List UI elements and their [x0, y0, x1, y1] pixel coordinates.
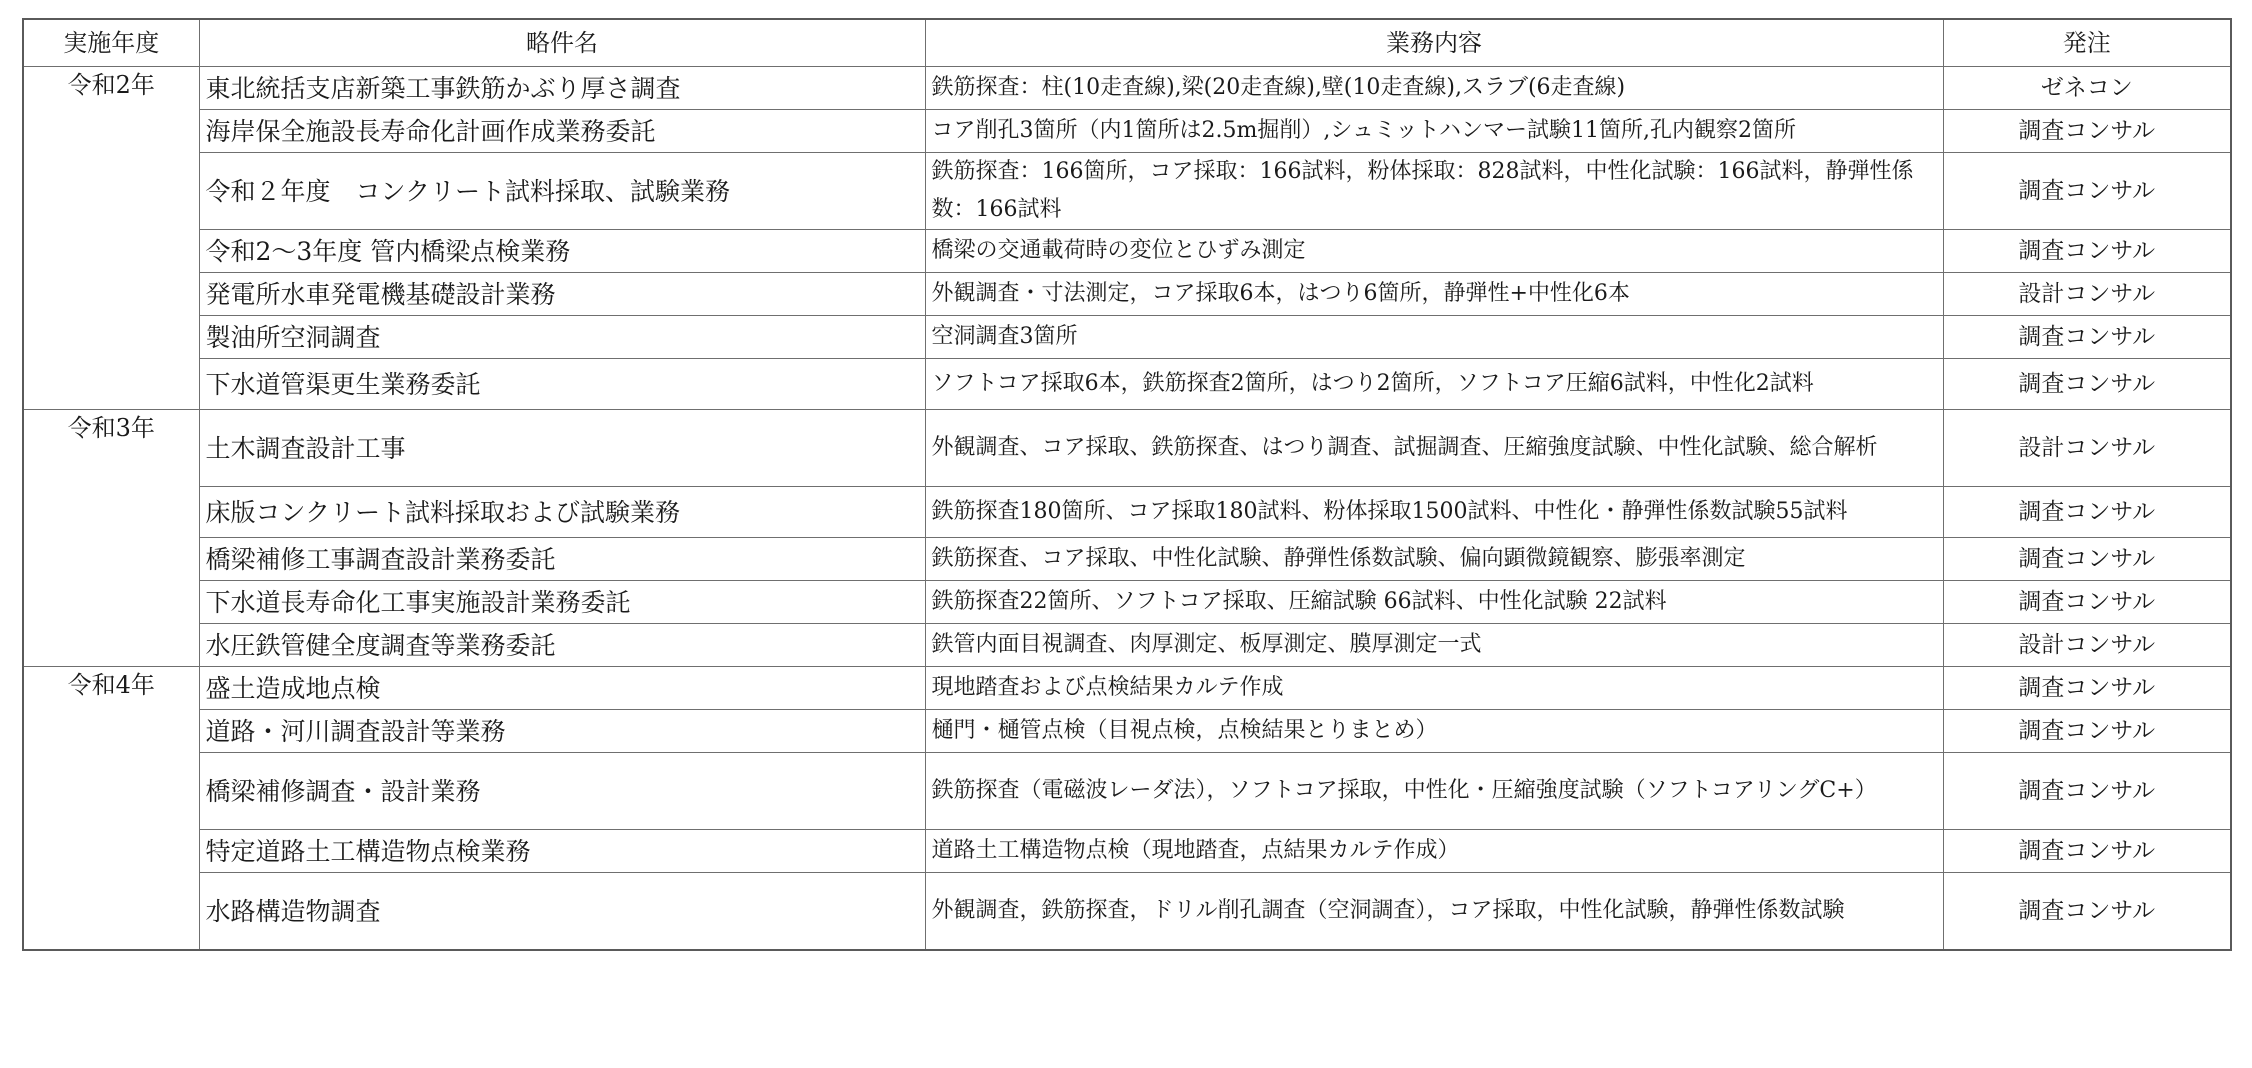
table-row: [23, 581, 2231, 624]
project-name-cell: 道路・河川調査設計等業務: [199, 710, 925, 753]
work-content-cell: 鉄筋探査180箇所、コア採取180試料、粉体採取1500試料、中性化・静弾性係数試験55試料: [925, 487, 1943, 538]
work-content-cell: 鉄筋探査（電磁波レーダ法），ソフトコア採取，中性化・圧縮強度試験（ソフトコアリングC+）: [925, 753, 1943, 830]
project-name-cell: 水路構造物調査: [199, 873, 925, 951]
table-row: [23, 410, 2231, 487]
table-row: [23, 359, 2231, 410]
project-name-cell: 土木調査設計工事: [199, 410, 925, 487]
work-content-cell: 樋門・樋管点検（目視点検，点検結果とりまとめ）: [925, 710, 1943, 753]
project-name-cell: 橋梁補修工事調査設計業務委託: [199, 538, 925, 581]
project-record-sheet: [22, 18, 2230, 951]
client-cell: 調査コンサル: [1943, 538, 2231, 581]
table-row: [23, 153, 2231, 230]
table-row: [23, 487, 2231, 538]
header-name: 略件名: [199, 19, 925, 67]
table-row: [23, 624, 2231, 667]
client-cell: 調査コンサル: [1943, 581, 2231, 624]
client-cell: ゼネコン: [1943, 67, 2231, 110]
client-cell: 調査コンサル: [1943, 710, 2231, 753]
header-work: 業務内容: [925, 19, 1943, 67]
table-row: [23, 710, 2231, 753]
work-content-cell: 鉄管内面目視調査、肉厚測定、板厚測定、膜厚測定一式: [925, 624, 1943, 667]
table-row: [23, 873, 2231, 951]
project-name-cell: 海岸保全施設長寿命化計画作成業務委託: [199, 110, 925, 153]
client-cell: 調査コンサル: [1943, 153, 2231, 230]
client-cell: 調査コンサル: [1943, 753, 2231, 830]
work-content-cell: ソフトコア採取6本，鉄筋探査2箇所，はつり2箇所，ソフトコア圧縮6試料，中性化2試料: [925, 359, 1943, 410]
work-content-cell: 橋梁の交通載荷時の変位とひずみ測定: [925, 230, 1943, 273]
project-table: [22, 18, 2232, 951]
table-row: [23, 667, 2231, 710]
table-row: [23, 230, 2231, 273]
table-header: [23, 19, 2231, 67]
work-content-cell: 道路土工構造物点検（現地踏査，点結果カルテ作成）: [925, 830, 1943, 873]
client-cell: 調査コンサル: [1943, 667, 2231, 710]
project-name-cell: 令和2～3年度 管内橋梁点検業務: [199, 230, 925, 273]
project-name-cell: 下水道長寿命化工事実施設計業務委託: [199, 581, 925, 624]
table-body: [23, 67, 2231, 951]
year-cell: 令和2年: [23, 67, 199, 410]
work-content-cell: 空洞調査3箇所: [925, 316, 1943, 359]
project-name-cell: 盛土造成地点検: [199, 667, 925, 710]
table-row: [23, 67, 2231, 110]
table-row: [23, 753, 2231, 830]
work-content-cell: 鉄筋探査：166箇所，コア採取：166試料，粉体採取：828試料，中性化試験：166試料，静弾性係数：166試料: [925, 153, 1943, 230]
client-cell: 設計コンサル: [1943, 624, 2231, 667]
header-client: 発注: [1943, 19, 2231, 67]
work-content-cell: 外観調査、コア採取、鉄筋探査、はつり調査、試掘調査、圧縮強度試験、中性化試験、総合解析: [925, 410, 1943, 487]
work-content-cell: 鉄筋探査、コア採取、中性化試験、静弾性係数試験、偏向顕微鏡観察、膨張率測定: [925, 538, 1943, 581]
client-cell: 調査コンサル: [1943, 487, 2231, 538]
project-name-cell: 特定道路土工構造物点検業務: [199, 830, 925, 873]
table-row: [23, 316, 2231, 359]
client-cell: 調査コンサル: [1943, 830, 2231, 873]
work-content-cell: 鉄筋探査22箇所、ソフトコア採取、圧縮試験 66試料、中性化試験 22試料: [925, 581, 1943, 624]
client-cell: 調査コンサル: [1943, 316, 2231, 359]
project-name-cell: 下水道管渠更生業務委託: [199, 359, 925, 410]
work-content-cell: 鉄筋探査：柱(10走査線),梁(20走査線),壁(10走査線),スラブ(6走査線): [925, 67, 1943, 110]
client-cell: 調査コンサル: [1943, 359, 2231, 410]
client-cell: 調査コンサル: [1943, 230, 2231, 273]
client-cell: 調査コンサル: [1943, 873, 2231, 951]
project-name-cell: 水圧鉄管健全度調査等業務委託: [199, 624, 925, 667]
work-content-cell: コア削孔3箇所（内1箇所は2.5m掘削）,シュミットハンマー試験11箇所,孔内観察2箇所: [925, 110, 1943, 153]
client-cell: 調査コンサル: [1943, 110, 2231, 153]
client-cell: 設計コンサル: [1943, 410, 2231, 487]
work-content-cell: 現地踏査および点検結果カルテ作成: [925, 667, 1943, 710]
table-row: [23, 110, 2231, 153]
work-content-cell: 外観調査，鉄筋探査，ドリル削孔調査（空洞調査），コア採取，中性化試験，静弾性係数試験: [925, 873, 1943, 951]
project-name-cell: 製油所空洞調査: [199, 316, 925, 359]
project-name-cell: 床版コンクリート試料採取および試験業務: [199, 487, 925, 538]
year-cell: 令和3年: [23, 410, 199, 667]
work-content-cell: 外観調査・寸法測定，コア採取6本，はつり6箇所，静弾性+中性化6本: [925, 273, 1943, 316]
project-name-cell: 橋梁補修調査・設計業務: [199, 753, 925, 830]
project-name-cell: 令和２年度 コンクリート試料採取、試験業務: [199, 153, 925, 230]
client-cell: 設計コンサル: [1943, 273, 2231, 316]
table-row: [23, 538, 2231, 581]
header-year: 実施年度: [23, 19, 199, 67]
project-name-cell: 東北統括支店新築工事鉄筋かぶり厚さ調査: [199, 67, 925, 110]
year-cell: 令和4年: [23, 667, 199, 951]
table-row: [23, 273, 2231, 316]
table-row: [23, 830, 2231, 873]
project-name-cell: 発電所水車発電機基礎設計業務: [199, 273, 925, 316]
